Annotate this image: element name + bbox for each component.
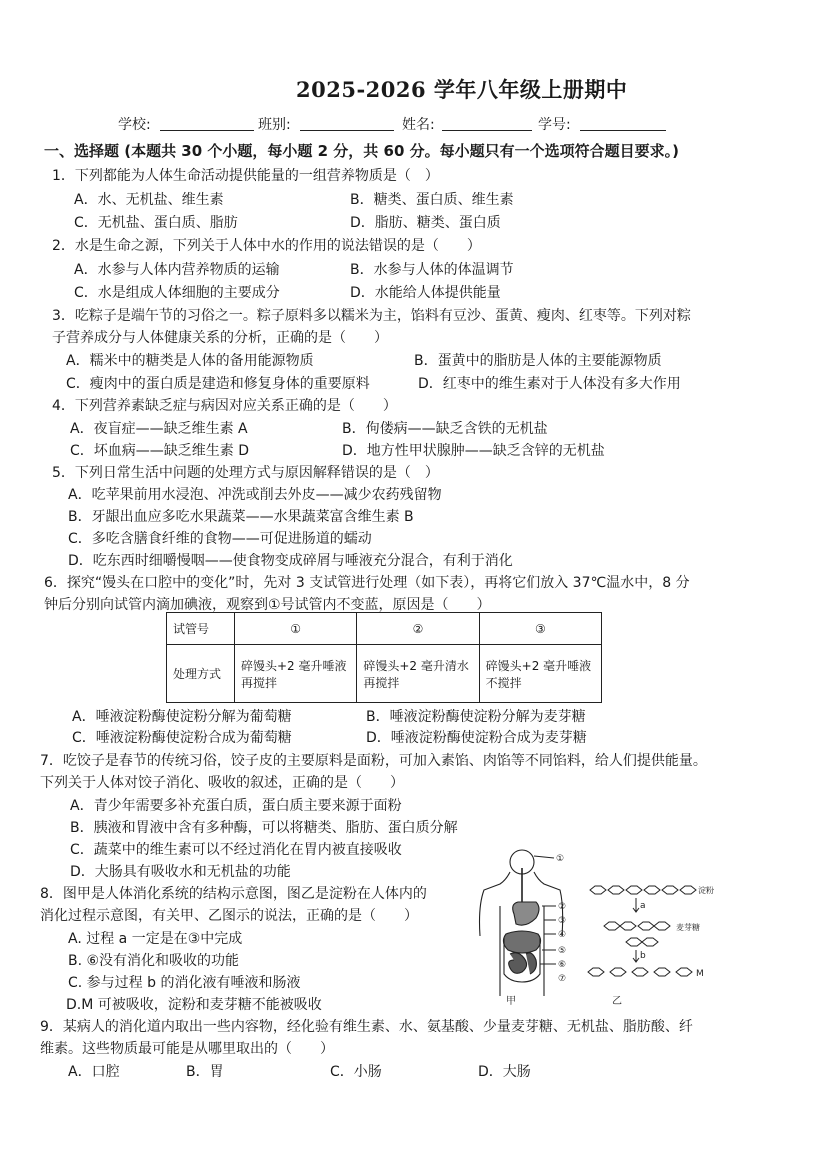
- marker-1: ①: [556, 854, 565, 864]
- q1-option-b: B．糖类、蛋白质、维生素: [350, 192, 514, 208]
- number-label: 学号:: [538, 117, 571, 133]
- q8-figure: [470, 846, 730, 1006]
- class-blank[interactable]: [300, 130, 394, 131]
- process-a-label: a: [640, 901, 646, 911]
- question-5-stem: 5．下列日常生活中问题的处理方式与原因解释错误的是（ ）: [52, 465, 439, 481]
- q4-option-b: B．佝偻病——缺乏含铁的无机盐: [342, 421, 548, 437]
- q1-option-a: A．水、无机盐、维生素: [74, 192, 224, 208]
- q1-option-d: D．脂肪、糖类、蛋白质: [350, 215, 501, 231]
- tube-3-method: 碎馒头+2 毫升唾液不搅拌: [479, 645, 601, 703]
- maltose-units: [604, 922, 670, 946]
- school-blank[interactable]: [160, 130, 254, 131]
- question-9-stem-line2: 维素。这些物质最可能是从哪里取出的（ ）: [40, 1041, 334, 1057]
- q2-option-b: B．水参与人体的体温调节: [350, 262, 514, 278]
- question-7-stem-line1: 7．吃饺子是春节的传统习俗，饺子皮的主要原料是面粉，可加入素馅、肉馅等不同馅料，给人们提供能量。: [40, 753, 707, 769]
- q7-option-c: C．蔬菜中的维生素可以不经过消化在胃内被直接吸收: [70, 842, 402, 858]
- marker-3: ③: [558, 916, 567, 926]
- q9-option-b: B．胃: [186, 1064, 224, 1080]
- class-label: 班别:: [258, 117, 291, 133]
- question-8-stem-line1: 8．图甲是人体消化系统的结构示意图，图乙是淀粉在人体内的: [40, 886, 427, 902]
- figure-markers: [506, 854, 566, 1006]
- q3-option-b: B．蛋黄中的脂肪是人体的主要能源物质: [414, 353, 662, 369]
- q6-option-c: C．唾液淀粉酶使淀粉合成为葡萄糖: [72, 730, 292, 746]
- q2-option-a: A．水参与人体内营养物质的运输: [74, 262, 280, 278]
- question-8-stem-line2: 消化过程示意图，有关甲、乙图示的说法，正确的是（ ）: [40, 908, 418, 924]
- q4-option-a: A．夜盲症——缺乏维生素 A: [70, 421, 248, 437]
- q8-option-c: C. 参与过程 b 的消化液有唾液和肠液: [68, 975, 301, 991]
- maltose-label: 麦芽糖: [676, 923, 700, 932]
- m-label: M: [696, 969, 704, 979]
- tube-1-label: ①: [235, 613, 357, 645]
- tube-2-method: 碎馒头+2 毫升清水再搅拌: [357, 645, 479, 703]
- q2-option-d: D．水能给人体提供能量: [350, 285, 501, 301]
- q6-option-b: B．唾液淀粉酶使淀粉分解为麦芽糖: [366, 709, 586, 725]
- q6-option-d: D．唾液淀粉酶使淀粉合成为麦芽糖: [366, 730, 587, 746]
- table-header-label: 试管号: [167, 613, 235, 645]
- marker-2: ②: [558, 902, 567, 912]
- q8-option-a: A. 过程 a 一定是在③中完成: [68, 931, 243, 947]
- name-label: 姓名:: [402, 117, 435, 133]
- q4-option-d: D．地方性甲状腺肿——缺乏含锌的无机盐: [342, 443, 605, 459]
- question-6-stem-line2: 钟后分别向试管内滴加碘液，观察到①号试管内不变蓝，原因是（ ）: [44, 597, 491, 613]
- q6-test-tube-table: [166, 612, 602, 703]
- tube-1-method: 碎馒头+2 毫升唾液再搅拌: [235, 645, 357, 703]
- school-label: 学校:: [118, 117, 151, 133]
- starch-label: 淀粉: [698, 886, 714, 895]
- q7-option-d: D．大肠具有吸收水和无机盐的功能: [70, 864, 291, 880]
- q3-option-a: A．糯米中的糖类是人体的备用能源物质: [66, 353, 314, 369]
- figure-yi-label: 乙: [612, 996, 622, 1006]
- q3-option-c: C．瘦肉中的蛋白质是建造和修复身体的重要原料: [66, 376, 370, 392]
- exam-title: 2025-2026 学年八年级上册期中: [296, 77, 628, 102]
- q2-option-c: C．水是组成人体细胞的主要成分: [74, 285, 280, 301]
- digestive-system-diagram: [480, 850, 563, 996]
- question-2-stem: 2．水是生命之源，下列关于人体中水的作用的说法错误的是（ ）: [52, 238, 481, 254]
- q7-option-a: A．青少年需要多补充蛋白质，蛋白质主要来源于面粉: [70, 798, 402, 814]
- figure-yi-labels: [612, 885, 714, 1006]
- question-3-stem-line1: 3．吃粽子是端午节的习俗之一。粽子原料多以糯米为主，馅料有豆沙、蛋黄、瘦肉、红枣等。下列对粽: [52, 308, 691, 324]
- q5-option-c: C．多吃含膳食纤维的食物——可促进肠道的蠕动: [68, 531, 372, 547]
- q5-option-d: D．吃东西时细嚼慢咽——使食物变成碎屑与唾液充分混合，有利于消化: [68, 553, 513, 569]
- q1-option-c: C．无机盐、蛋白质、脂肪: [74, 215, 238, 231]
- marker-6: ⑥: [558, 960, 567, 970]
- marker-5: ⑤: [558, 946, 567, 956]
- q9-option-a: A．口腔: [68, 1064, 120, 1080]
- figure-jia-label: 甲: [506, 996, 516, 1006]
- starch-chain: [590, 886, 696, 894]
- tube-3-label: ③: [479, 613, 601, 645]
- q5-option-a: A．吃苹果前用水浸泡、冲洗或削去外皮——减少农药残留物: [68, 487, 442, 503]
- glucose-units: [588, 968, 692, 976]
- marker-7: ⑦: [558, 974, 567, 984]
- q3-option-d: D．红枣中的维生素对于人体没有多大作用: [418, 376, 681, 392]
- q9-option-d: D．大肠: [478, 1064, 531, 1080]
- marker-4: ④: [558, 930, 567, 940]
- q7-option-b: B．胰液和胃液中含有多种酶，可以将糖类、脂肪、蛋白质分解: [70, 820, 458, 836]
- process-b-label: b: [640, 951, 646, 961]
- question-9-stem-line1: 9．某病人的消化道内取出一些内容物，经化验有维生素、水、氨基酸、少量麦芽糖、无机盐、脂肪酸、纤: [40, 1019, 693, 1035]
- question-1-stem: 1．下列都能为人体生命活动提供能量的一组营养物质是（ ）: [52, 168, 439, 184]
- q5-option-b: B．牙龈出血应多吃水果蔬菜——水果蔬菜富含维生素 B: [68, 509, 414, 525]
- tube-2-label: ②: [357, 613, 479, 645]
- question-6-stem-line1: 6．探究“馒头在口腔中的变化”时，先对 3 支试管进行处理（如下表），再将它们放入 37℃温水中，8 分: [44, 575, 690, 591]
- number-blank[interactable]: [580, 130, 666, 131]
- q4-option-c: C．坏血病——缺乏维生素 D: [70, 443, 250, 459]
- question-3-stem-line2: 子营养成分与人体健康关系的分析，正确的是（ ）: [52, 330, 388, 346]
- section-title: 一、选择题 (本题共 30 个小题，每小题 2 分，共 60 分。每小题只有一个选项符合题目要求。): [44, 142, 679, 160]
- q6-option-a: A．唾液淀粉酶使淀粉分解为葡萄糖: [72, 709, 292, 725]
- name-blank[interactable]: [442, 130, 532, 131]
- student-info-row: [118, 114, 678, 136]
- q8-option-b: B. ⑥没有消化和吸收的功能: [68, 953, 240, 969]
- question-7-stem-line2: 下列关于人体对饺子消化、吸收的叙述，正确的是（ ）: [40, 775, 404, 791]
- q9-option-c: C．小肠: [330, 1064, 382, 1080]
- table-row-label: 处理方式: [167, 645, 235, 703]
- q8-option-d: D.M 可被吸收，淀粉和麦芽糖不能被吸收: [66, 997, 322, 1013]
- question-4-stem: 4．下列营养素缺乏症与病因对应关系正确的是（ ）: [52, 398, 397, 414]
